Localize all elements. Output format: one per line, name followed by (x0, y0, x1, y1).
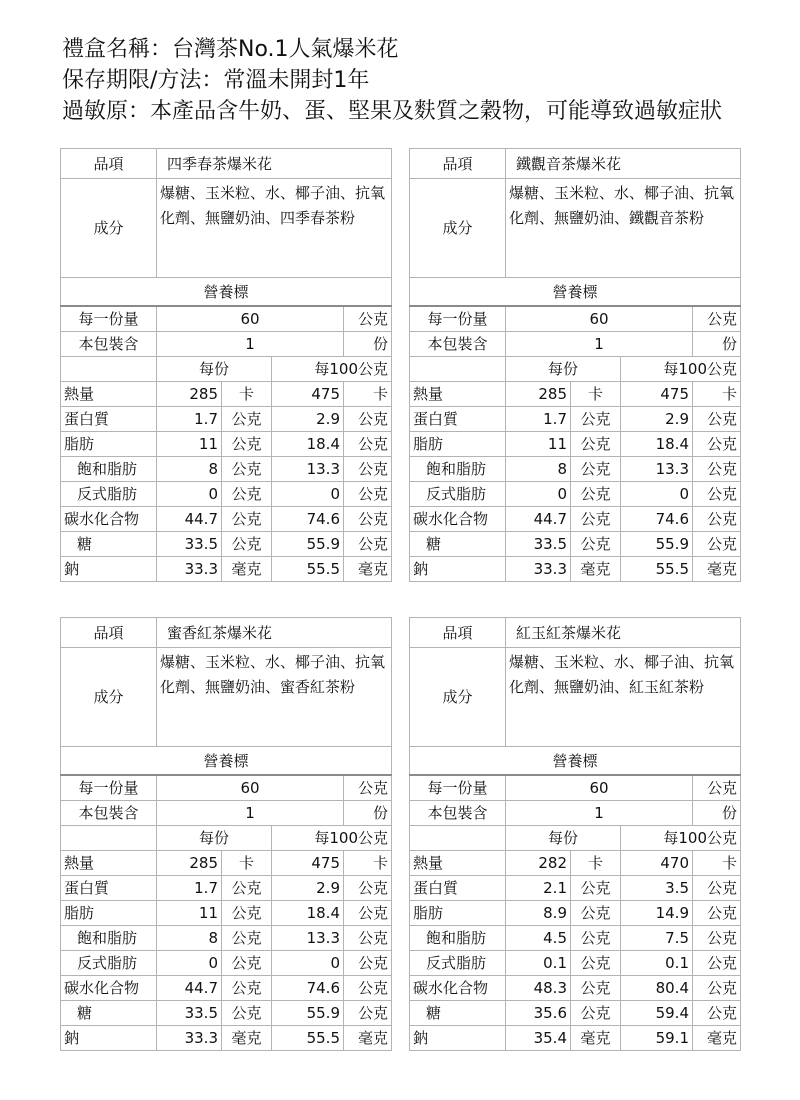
column-header-row (410, 357, 741, 382)
product-name: 鐵觀音茶爆米花 (506, 149, 741, 179)
nutrient-row (410, 851, 741, 876)
per-100g-value: 55.5 (621, 557, 693, 582)
nutrient-row (61, 976, 392, 1001)
nutrient-label: 反式脂肪 (61, 951, 157, 976)
nutrient-label: 蛋白質 (410, 876, 506, 901)
nutrient-row (61, 557, 392, 582)
nutrient-label: 脂肪 (410, 901, 506, 926)
per-serving-unit: 毫克 (571, 557, 621, 582)
per-serving-value: 44.7 (157, 976, 222, 1001)
per-100g-value: 18.4 (272, 901, 344, 926)
nutrient-label: 鈉 (61, 1026, 157, 1051)
nutrition-panel (60, 148, 391, 582)
per-100g-value: 80.4 (621, 976, 693, 1001)
column-header-row (61, 826, 392, 851)
servings-unit: 份 (693, 801, 741, 826)
nutrition-title: 營養標 (61, 747, 392, 776)
per-serving-unit: 公克 (571, 901, 621, 926)
nutrient-label: 碳水化合物 (410, 976, 506, 1001)
nutrient-label: 飽和脂肪 (410, 926, 506, 951)
servings-value: 1 (157, 332, 344, 357)
per-100g-unit: 卡 (693, 382, 741, 407)
per-serving-value: 11 (157, 901, 222, 926)
product-row (61, 618, 392, 648)
nutrient-row (410, 407, 741, 432)
per-serving-value: 282 (506, 851, 571, 876)
servings-row (61, 332, 392, 357)
per-serving-value: 0 (157, 482, 222, 507)
nutrient-row (61, 876, 392, 901)
nutrient-row (61, 457, 392, 482)
nutrient-row (61, 532, 392, 557)
per-serving-unit: 毫克 (222, 557, 272, 582)
per-serving-unit: 卡 (222, 382, 272, 407)
nutrient-row (61, 851, 392, 876)
per-100g-unit: 卡 (344, 851, 392, 876)
per-100g-value: 2.9 (621, 407, 693, 432)
product-name: 四季春茶爆米花 (157, 149, 392, 179)
serving-size-unit: 公克 (344, 775, 392, 801)
per-100g-unit: 公克 (344, 876, 392, 901)
per-100g-value: 475 (272, 851, 344, 876)
per-100g-value: 0 (621, 482, 693, 507)
serving-size-value: 60 (157, 775, 344, 801)
nutrient-row (61, 1001, 392, 1026)
serving-size-unit: 公克 (693, 306, 741, 332)
per-100g-unit: 公克 (344, 532, 392, 557)
per-serving-value: 285 (157, 851, 222, 876)
nutrient-label: 糖 (410, 532, 506, 557)
per-serving-value: 33.5 (157, 1001, 222, 1026)
nutrient-row (410, 557, 741, 582)
nutrient-label: 鈉 (61, 557, 157, 582)
ingredients-text: 爆糖、玉米粒、水、椰子油、抗氧化劑、無鹽奶油、四季春茶粉 (157, 179, 392, 278)
ingredients-label: 成分 (410, 179, 506, 278)
per-100g-unit: 公克 (693, 507, 741, 532)
per-100g-value: 74.6 (272, 976, 344, 1001)
per-serving-value: 285 (506, 382, 571, 407)
per-serving-value: 1.7 (506, 407, 571, 432)
per-100g-unit: 公克 (344, 901, 392, 926)
per-serving-value: 1.7 (157, 407, 222, 432)
per-serving-value: 8 (506, 457, 571, 482)
per-serving-value: 11 (157, 432, 222, 457)
per-100g-value: 2.9 (272, 876, 344, 901)
ingredients-row (410, 179, 741, 278)
nutrient-row (61, 382, 392, 407)
per-serving-unit: 公克 (571, 532, 621, 557)
nutrient-row (410, 976, 741, 1001)
nutrient-row (410, 482, 741, 507)
per-100g-unit: 公克 (344, 407, 392, 432)
per-100g-value: 18.4 (621, 432, 693, 457)
per-100g-unit: 公克 (693, 457, 741, 482)
per-100g-unit: 公克 (693, 432, 741, 457)
product-row (61, 149, 392, 179)
nutrition-title-row (410, 747, 741, 776)
serving-size-value: 60 (506, 306, 693, 332)
nutrient-label: 蛋白質 (410, 407, 506, 432)
nutrition-table (409, 148, 741, 582)
per-serving-unit: 公克 (571, 951, 621, 976)
nutrition-title: 營養標 (410, 747, 741, 776)
per-100g-value: 55.9 (272, 532, 344, 557)
per-100g-value: 0.1 (621, 951, 693, 976)
per-serving-value: 33.3 (157, 1026, 222, 1051)
nutrient-row (61, 951, 392, 976)
nutrient-label: 熱量 (410, 382, 506, 407)
item-label: 品項 (410, 149, 506, 179)
nutrition-table (409, 617, 741, 1051)
per-serving-unit: 公克 (571, 926, 621, 951)
per-100g-value: 14.9 (621, 901, 693, 926)
per-100g-unit: 公克 (344, 432, 392, 457)
per-serving-value: 0 (157, 951, 222, 976)
per-serving-unit: 公克 (571, 976, 621, 1001)
per-100g-value: 74.6 (621, 507, 693, 532)
per-serving-header: 每份 (157, 357, 272, 382)
nutrient-label: 鈉 (410, 557, 506, 582)
per-serving-unit: 公克 (222, 507, 272, 532)
nutrient-label: 熱量 (61, 851, 157, 876)
ingredients-label: 成分 (410, 648, 506, 747)
per-100g-value: 55.9 (272, 1001, 344, 1026)
per-serving-unit: 公克 (222, 876, 272, 901)
per-100g-unit: 毫克 (344, 557, 392, 582)
per-100g-value: 470 (621, 851, 693, 876)
ingredients-row (410, 648, 741, 747)
product-name: 紅玉紅茶爆米花 (506, 618, 741, 648)
per-100g-header: 每100公克 (272, 826, 392, 851)
per-serving-unit: 公克 (571, 507, 621, 532)
serving-size-label: 每一份量 (61, 306, 157, 332)
per-serving-unit: 毫克 (222, 1026, 272, 1051)
item-label: 品項 (61, 149, 157, 179)
per-serving-unit: 公克 (571, 482, 621, 507)
nutrition-panel (409, 148, 740, 582)
per-100g-value: 13.3 (272, 926, 344, 951)
per-serving-value: 44.7 (157, 507, 222, 532)
serving-size-unit: 公克 (344, 306, 392, 332)
per-serving-value: 35.6 (506, 1001, 571, 1026)
item-label: 品項 (61, 618, 157, 648)
per-serving-unit: 卡 (222, 851, 272, 876)
serving-size-label: 每一份量 (410, 306, 506, 332)
nutrient-row (410, 876, 741, 901)
servings-unit: 份 (344, 801, 392, 826)
per-100g-unit: 毫克 (693, 557, 741, 582)
nutrient-row (61, 901, 392, 926)
per-100g-header: 每100公克 (621, 357, 741, 382)
per-serving-value: 8 (157, 457, 222, 482)
per-serving-value: 33.3 (157, 557, 222, 582)
serving-size-label: 每一份量 (61, 775, 157, 801)
serving-size-label: 每一份量 (410, 775, 506, 801)
per-100g-header: 每100公克 (621, 826, 741, 851)
per-serving-value: 8 (157, 926, 222, 951)
per-100g-value: 3.5 (621, 876, 693, 901)
nutrient-row (410, 951, 741, 976)
per-100g-unit: 公克 (693, 926, 741, 951)
nutrition-panel (60, 617, 391, 1051)
per-serving-value: 1.7 (157, 876, 222, 901)
per-serving-unit: 公克 (571, 1001, 621, 1026)
servings-value: 1 (157, 801, 344, 826)
nutrient-label: 飽和脂肪 (410, 457, 506, 482)
per-100g-unit: 公克 (344, 951, 392, 976)
per-100g-unit: 公克 (693, 976, 741, 1001)
nutrient-row (410, 1026, 741, 1051)
per-100g-unit: 毫克 (693, 1026, 741, 1051)
per-serving-unit: 公克 (571, 457, 621, 482)
per-100g-value: 55.5 (272, 1026, 344, 1051)
nutrition-title: 營養標 (61, 278, 392, 307)
per-serving-value: 4.5 (506, 926, 571, 951)
nutrient-row (410, 382, 741, 407)
nutrient-row (410, 507, 741, 532)
nutrition-title-row (410, 278, 741, 307)
per-100g-value: 2.9 (272, 407, 344, 432)
nutrition-table (60, 148, 392, 582)
per-serving-value: 0.1 (506, 951, 571, 976)
nutrition-panel (409, 617, 740, 1051)
serving-size-unit: 公克 (693, 775, 741, 801)
per-100g-value: 55.5 (272, 557, 344, 582)
ingredients-row (61, 648, 392, 747)
per-100g-unit: 公克 (344, 976, 392, 1001)
per-serving-unit: 公克 (222, 951, 272, 976)
per-serving-unit: 公克 (571, 407, 621, 432)
per-100g-value: 0 (272, 951, 344, 976)
serving-size-row (61, 306, 392, 332)
ingredients-text: 爆糖、玉米粒、水、椰子油、抗氧化劑、無鹽奶油、紅玉紅茶粉 (506, 648, 741, 747)
per-serving-unit: 卡 (571, 382, 621, 407)
per-serving-unit: 公克 (222, 457, 272, 482)
nutrient-label: 脂肪 (61, 432, 157, 457)
per-100g-value: 59.4 (621, 1001, 693, 1026)
per-100g-header: 每100公克 (272, 357, 392, 382)
per-100g-unit: 公克 (344, 926, 392, 951)
gift-box-name: 禮盒名稱：台灣茶No.1人氣爆米花 (62, 37, 399, 62)
serving-size-row (61, 775, 392, 801)
per-100g-unit: 公克 (693, 532, 741, 557)
nutrient-row (410, 532, 741, 557)
servings-label: 本包裝含 (410, 332, 506, 357)
serving-size-value: 60 (157, 306, 344, 332)
nutrient-row (61, 926, 392, 951)
nutrient-row (61, 1026, 392, 1051)
per-100g-unit: 公克 (693, 876, 741, 901)
per-100g-unit: 公克 (693, 951, 741, 976)
ingredients-text: 爆糖、玉米粒、水、椰子油、抗氧化劑、無鹽奶油、蜜香紅茶粉 (157, 648, 392, 747)
ingredients-row (61, 179, 392, 278)
nutrient-row (410, 901, 741, 926)
per-100g-unit: 公克 (344, 1001, 392, 1026)
servings-unit: 份 (693, 332, 741, 357)
serving-size-value: 60 (506, 775, 693, 801)
nutrient-label: 飽和脂肪 (61, 457, 157, 482)
product-row (410, 618, 741, 648)
per-serving-unit: 公克 (222, 1001, 272, 1026)
nutrient-label: 熱量 (61, 382, 157, 407)
per-serving-value: 48.3 (506, 976, 571, 1001)
per-serving-unit: 公克 (222, 532, 272, 557)
per-serving-unit: 公克 (222, 482, 272, 507)
per-100g-unit: 公克 (693, 407, 741, 432)
nutrient-label: 反式脂肪 (61, 482, 157, 507)
per-100g-value: 13.3 (272, 457, 344, 482)
nutrition-title: 營養標 (410, 278, 741, 307)
nutrient-label: 熱量 (410, 851, 506, 876)
servings-label: 本包裝含 (61, 801, 157, 826)
nutrient-row (61, 407, 392, 432)
column-header-row (61, 357, 392, 382)
nutrient-row (410, 926, 741, 951)
ingredients-label: 成分 (61, 648, 157, 747)
servings-unit: 份 (344, 332, 392, 357)
nutrient-label: 碳水化合物 (61, 507, 157, 532)
per-100g-unit: 公克 (344, 507, 392, 532)
per-100g-value: 475 (621, 382, 693, 407)
nutrient-row (410, 457, 741, 482)
per-serving-unit: 公克 (222, 926, 272, 951)
nutrient-label: 碳水化合物 (410, 507, 506, 532)
servings-row (410, 332, 741, 357)
per-serving-unit: 公克 (571, 432, 621, 457)
nutrient-row (410, 432, 741, 457)
nutrition-title-row (61, 747, 392, 776)
nutrient-label: 糖 (61, 532, 157, 557)
per-100g-unit: 卡 (344, 382, 392, 407)
per-100g-unit: 公克 (344, 482, 392, 507)
nutrient-label: 糖 (61, 1001, 157, 1026)
nutrition-title-row (61, 278, 392, 307)
nutrient-row (61, 432, 392, 457)
per-serving-header: 每份 (157, 826, 272, 851)
product-name: 蜜香紅茶爆米花 (157, 618, 392, 648)
per-serving-unit: 公克 (571, 876, 621, 901)
per-100g-unit: 公克 (344, 457, 392, 482)
servings-label: 本包裝含 (61, 332, 157, 357)
per-serving-value: 33.3 (506, 557, 571, 582)
nutrient-label: 碳水化合物 (61, 976, 157, 1001)
document-header (62, 34, 722, 127)
storage-info: 保存期限/方法：常溫未開封1年 (62, 68, 370, 93)
per-100g-unit: 公克 (693, 1001, 741, 1026)
per-serving-value: 33.5 (157, 532, 222, 557)
per-serving-header: 每份 (506, 357, 621, 382)
nutrient-label: 蛋白質 (61, 407, 157, 432)
nutrient-label: 糖 (410, 1001, 506, 1026)
serving-size-row (410, 306, 741, 332)
per-serving-unit: 毫克 (571, 1026, 621, 1051)
per-100g-value: 475 (272, 382, 344, 407)
per-serving-unit: 公克 (222, 407, 272, 432)
item-label: 品項 (410, 618, 506, 648)
per-100g-value: 18.4 (272, 432, 344, 457)
per-100g-value: 13.3 (621, 457, 693, 482)
nutrient-label: 脂肪 (410, 432, 506, 457)
nutrient-label: 反式脂肪 (410, 951, 506, 976)
nutrient-row (61, 482, 392, 507)
per-100g-unit: 毫克 (344, 1026, 392, 1051)
allergen-info: 過敏原：本產品含牛奶、蛋、堅果及麩質之穀物，可能導致過敏症狀 (62, 99, 723, 124)
per-serving-unit: 公克 (222, 976, 272, 1001)
servings-row (410, 801, 741, 826)
serving-size-row (410, 775, 741, 801)
product-row (410, 149, 741, 179)
per-serving-unit: 卡 (571, 851, 621, 876)
per-100g-value: 74.6 (272, 507, 344, 532)
per-100g-value: 55.9 (621, 532, 693, 557)
per-serving-value: 0 (506, 482, 571, 507)
per-100g-value: 7.5 (621, 926, 693, 951)
per-serving-value: 285 (157, 382, 222, 407)
per-serving-value: 8.9 (506, 901, 571, 926)
servings-value: 1 (506, 801, 693, 826)
per-100g-value: 59.1 (621, 1026, 693, 1051)
per-100g-unit: 卡 (693, 851, 741, 876)
per-serving-value: 33.5 (506, 532, 571, 557)
per-serving-value: 44.7 (506, 507, 571, 532)
column-header-row (410, 826, 741, 851)
nutrient-row (410, 1001, 741, 1026)
ingredients-text: 爆糖、玉米粒、水、椰子油、抗氧化劑、無鹽奶油、鐵觀音茶粉 (506, 179, 741, 278)
per-100g-unit: 公克 (693, 901, 741, 926)
per-100g-value: 0 (272, 482, 344, 507)
servings-label: 本包裝含 (410, 801, 506, 826)
nutrient-label: 飽和脂肪 (61, 926, 157, 951)
nutrient-label: 鈉 (410, 1026, 506, 1051)
servings-row (61, 801, 392, 826)
ingredients-label: 成分 (61, 179, 157, 278)
per-100g-unit: 公克 (693, 482, 741, 507)
nutrient-label: 脂肪 (61, 901, 157, 926)
per-serving-value: 35.4 (506, 1026, 571, 1051)
per-serving-value: 2.1 (506, 876, 571, 901)
servings-value: 1 (506, 332, 693, 357)
per-serving-value: 11 (506, 432, 571, 457)
nutrient-row (61, 507, 392, 532)
nutrient-label: 反式脂肪 (410, 482, 506, 507)
nutrition-table (60, 617, 392, 1051)
per-serving-unit: 公克 (222, 432, 272, 457)
per-serving-unit: 公克 (222, 901, 272, 926)
per-serving-header: 每份 (506, 826, 621, 851)
nutrient-label: 蛋白質 (61, 876, 157, 901)
